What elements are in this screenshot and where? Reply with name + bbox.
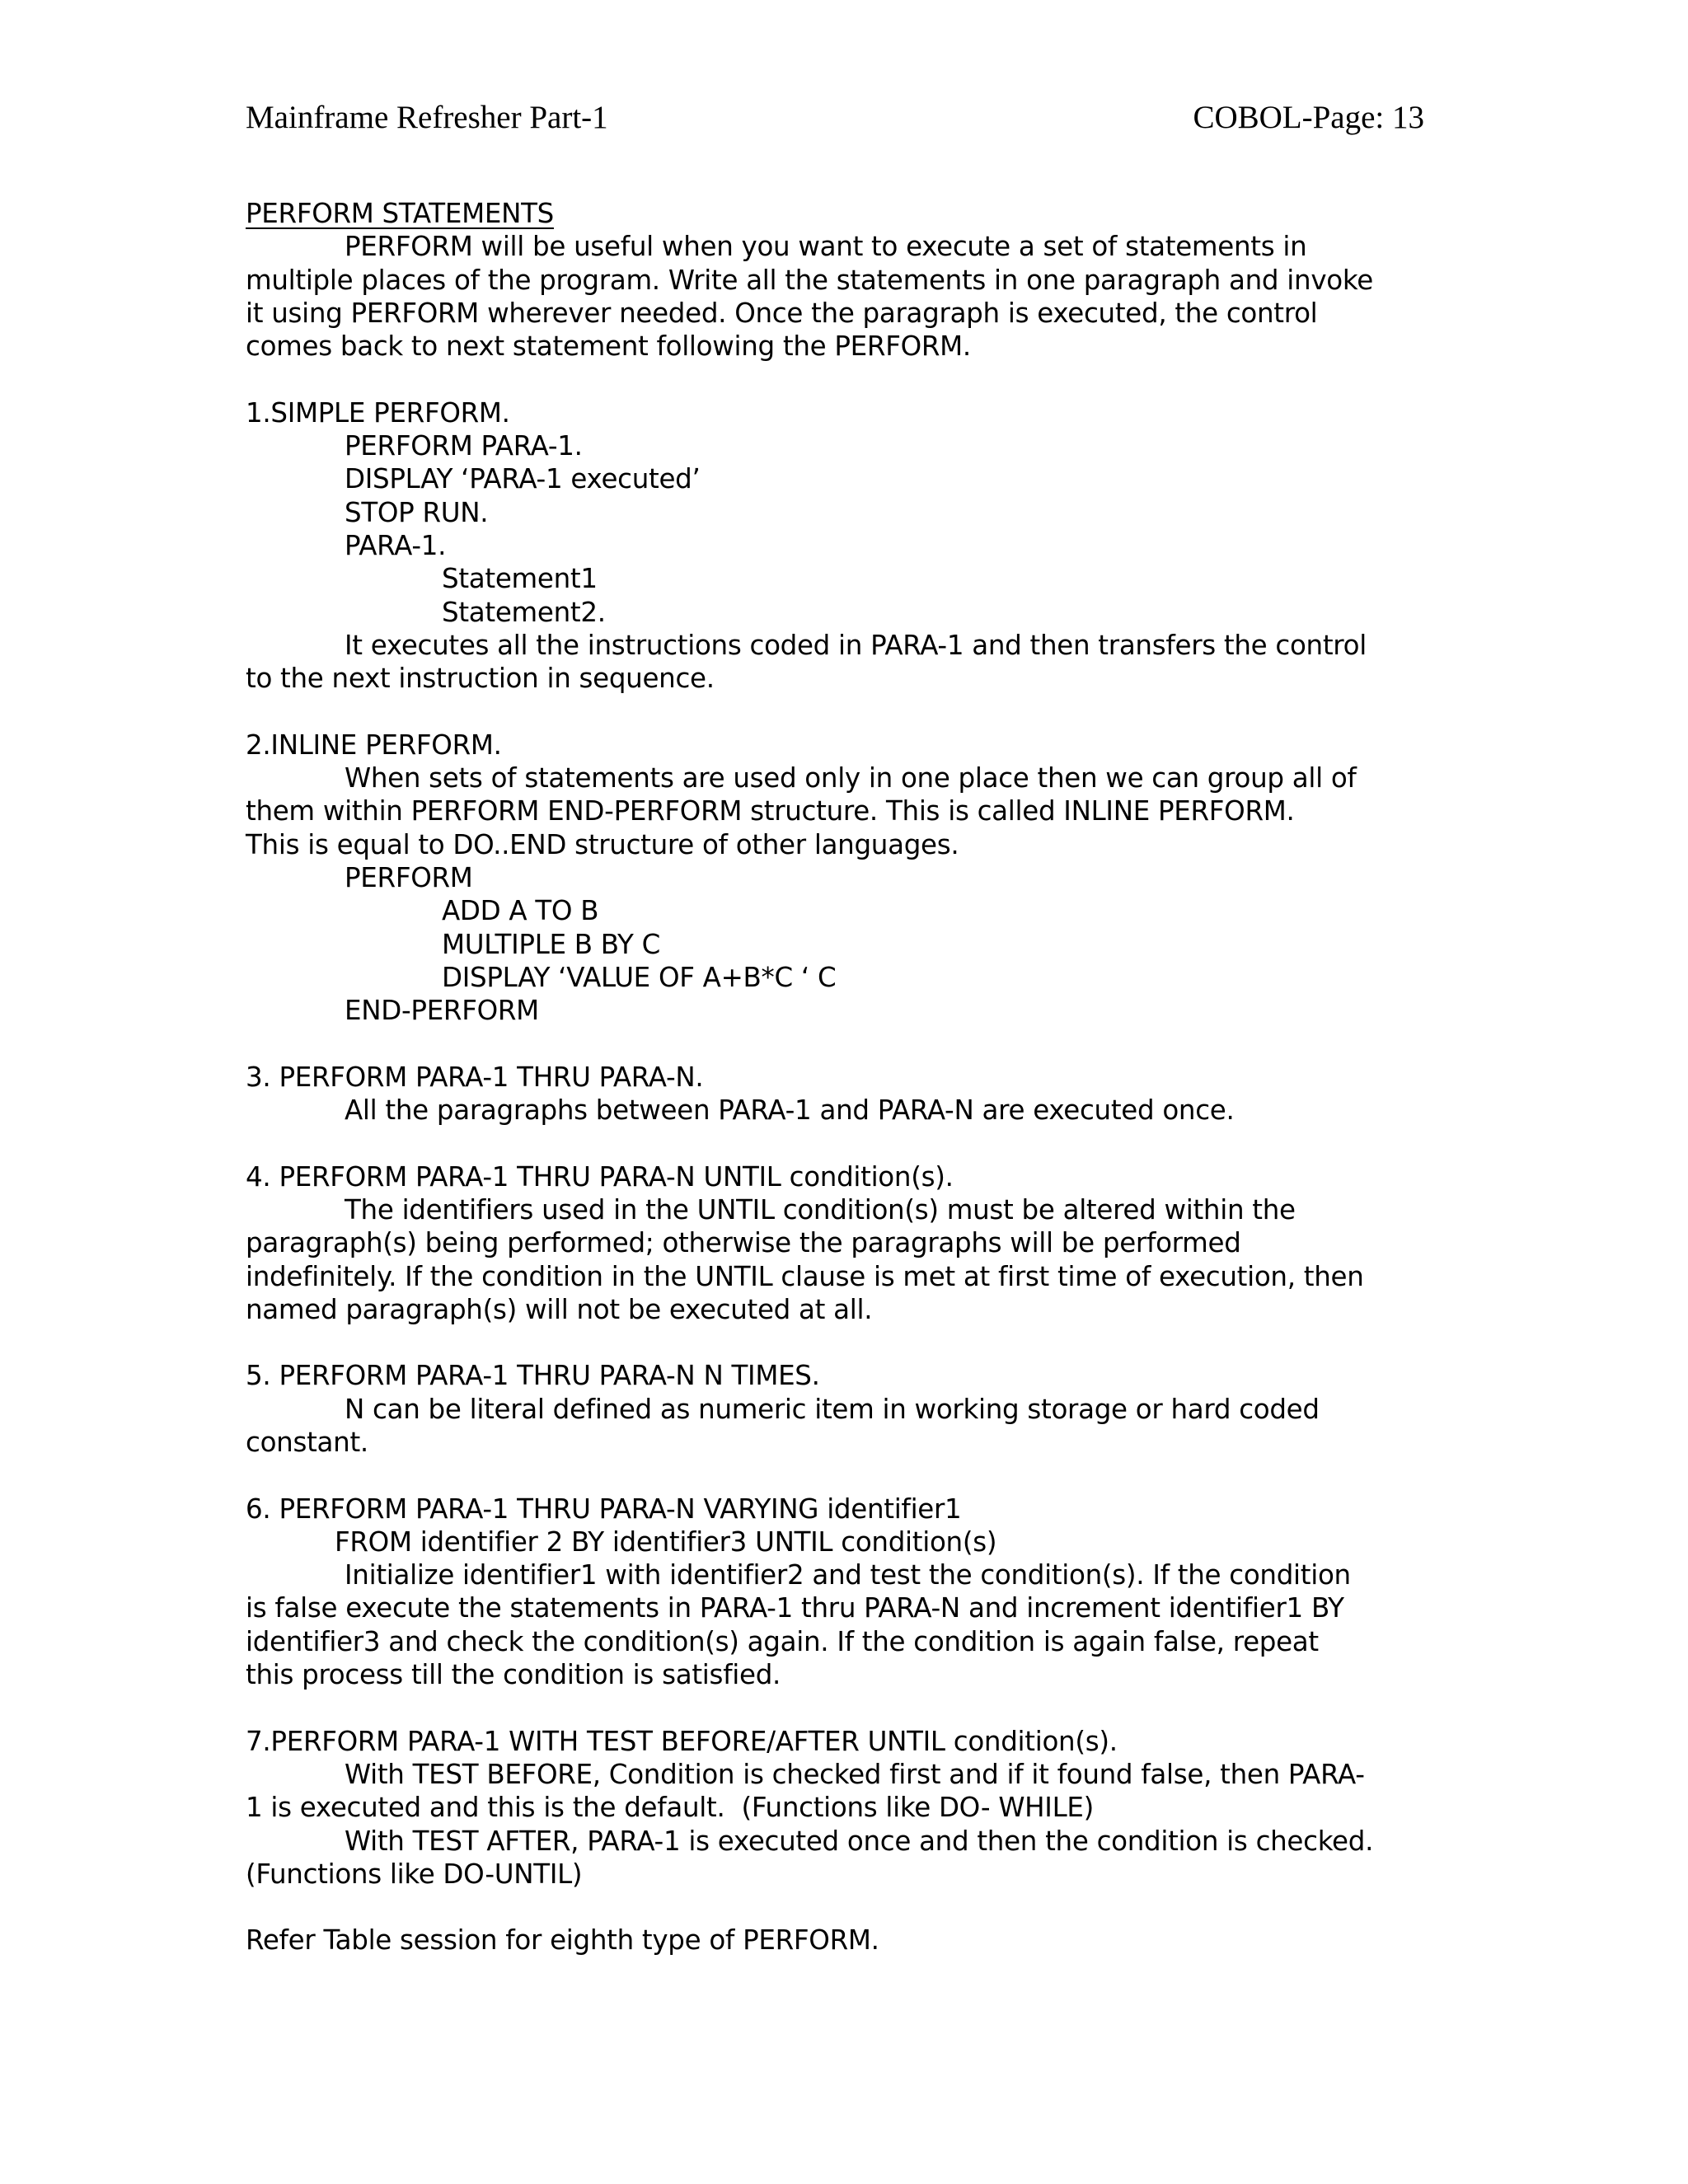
code-line: ADD A TO B bbox=[442, 895, 599, 927]
code-line: END-PERFORM bbox=[345, 995, 539, 1027]
code-line: PERFORM PARA-1. bbox=[345, 430, 583, 462]
body-line: With TEST BEFORE, Condition is checked first and if it found false, then PARA- bbox=[345, 1758, 1365, 1790]
code-line: STOP RUN. bbox=[345, 496, 489, 528]
header-title: Mainframe Refresher Part-1 bbox=[246, 100, 608, 135]
body-line: The identifiers used in the UNTIL condition(s) must be altered within the bbox=[345, 1193, 1296, 1226]
body-line: Initialize identifier1 with identifier2 and test the condition(s). If the condition bbox=[345, 1559, 1351, 1591]
code-line: Statement1 bbox=[442, 563, 598, 595]
body-line: is false execute the statements in PARA-1 thru PARA-N and increment identifier1 BY bbox=[246, 1592, 1344, 1624]
body-line: identifier3 and check the condition(s) again. If the condition is again false, repeat bbox=[246, 1625, 1319, 1657]
body-line: When sets of statements are used only in one place then we can group all of bbox=[345, 762, 1357, 794]
body-line: N can be literal defined as numeric item in working storage or hard coded bbox=[345, 1393, 1320, 1425]
body-line: It executes all the instructions coded in PARA-1 and then transfers the control bbox=[345, 629, 1367, 661]
code-line: PARA-1. bbox=[345, 529, 447, 561]
code-line: PERFORM bbox=[345, 861, 473, 893]
body-line: named paragraph(s) will not be executed at all. bbox=[246, 1293, 873, 1325]
body-line: All the paragraphs between PARA-1 and PARA-N are executed once. bbox=[345, 1094, 1235, 1127]
body-line: them within PERFORM END-PERFORM structure. This is called INLINE PERFORM. bbox=[246, 795, 1295, 827]
code-line: Statement2. bbox=[442, 596, 606, 628]
body-line: 1 is executed and this is the default. (Functions like DO- WHILE) bbox=[246, 1792, 1095, 1824]
perform-with-test-heading: 7.PERFORM PARA-1 WITH TEST BEFORE/AFTER UNTIL condition(s). bbox=[246, 1725, 1118, 1757]
intro-line: multiple places of the program. Write all the statements in one paragraph and invoke bbox=[246, 264, 1373, 296]
section-title: PERFORM STATEMENTS bbox=[246, 198, 554, 229]
simple-perform-heading: 1.SIMPLE PERFORM. bbox=[246, 396, 510, 429]
body-line: paragraph(s) being performed; otherwise the paragraphs will be performed bbox=[246, 1227, 1241, 1259]
code-line: MULTIPLE B BY C bbox=[442, 928, 660, 960]
body-line: indefinitely. If the condition in the UNTIL clause is met at first time of execution, then bbox=[246, 1260, 1364, 1292]
body-line: With TEST AFTER, PARA-1 is executed once and then the condition is checked. bbox=[345, 1825, 1374, 1857]
perform-thru-heading: 3. PERFORM PARA-1 THRU PARA-N. bbox=[246, 1061, 704, 1093]
body-line: constant. bbox=[246, 1426, 368, 1458]
intro-line: comes back to next statement following the PERFORM. bbox=[246, 330, 971, 363]
document-body bbox=[246, 197, 1432, 1957]
inline-perform-heading: 2.INLINE PERFORM. bbox=[246, 729, 502, 761]
code-line: DISPLAY ‘VALUE OF A+B*C ‘ C bbox=[442, 961, 837, 993]
intro-line: it using PERFORM wherever needed. Once the paragraph is executed, the control bbox=[246, 297, 1318, 329]
perform-until-heading: 4. PERFORM PARA-1 THRU PARA-N UNTIL condition(s). bbox=[246, 1160, 954, 1193]
perform-times-heading: 5. PERFORM PARA-1 THRU PARA-N N TIMES. bbox=[246, 1360, 820, 1392]
body-line: to the next instruction in sequence. bbox=[246, 663, 715, 695]
perform-varying-heading-cont: FROM identifier 2 BY identifier3 UNTIL condition(s) bbox=[335, 1526, 997, 1558]
body-line: This is equal to DO..END structure of other languages. bbox=[246, 828, 959, 860]
body-line: this process till the condition is satisfied. bbox=[246, 1659, 781, 1691]
page-header bbox=[246, 97, 1424, 147]
footer-note: Refer Table session for eighth type of PERFORM. bbox=[246, 1924, 879, 1957]
header-page-number: COBOL-Page: 13 bbox=[1193, 100, 1424, 135]
code-line: DISPLAY ‘PARA-1 executed’ bbox=[345, 463, 701, 495]
intro-line: PERFORM will be useful when you want to execute a set of statements in bbox=[345, 231, 1307, 263]
body-line: (Functions like DO-UNTIL) bbox=[246, 1858, 583, 1890]
perform-varying-heading: 6. PERFORM PARA-1 THRU PARA-N VARYING identifier1 bbox=[246, 1493, 962, 1525]
